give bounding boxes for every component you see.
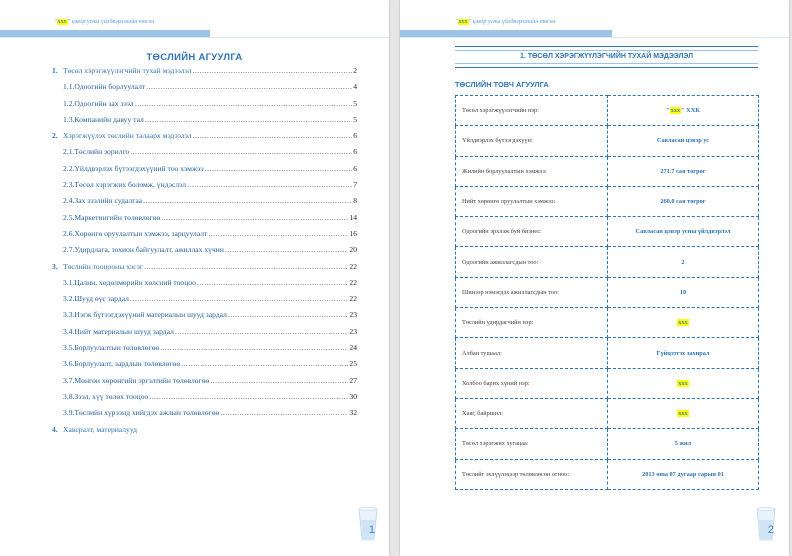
toc-entry-text: 3.3.Нэгж бүтээгдэхүүний материалын шууд зардал	[63, 310, 227, 320]
toc-entry-number: 3.	[52, 261, 58, 271]
toc-entry-page: 6	[353, 163, 357, 173]
summary-row	[456, 429, 759, 459]
page-header	[54, 19, 154, 25]
summary-row	[456, 247, 759, 277]
value-text: 5 жил	[674, 440, 692, 448]
toc-entry-page: 4	[353, 82, 357, 92]
toc-entry[interactable]	[52, 408, 357, 424]
summary-label: Нийт хөрөнгө оруулалтын хэмжээ:	[456, 186, 608, 216]
toc-entry-text: 2.4.Зах зээлийн судалгаа	[63, 196, 143, 206]
section-heading: 1. ТӨСӨЛ ХЭРЭГЖҮҮЛЭГЧИЙН ТУХАЙ МЭДЭЭЛЭЛ	[455, 50, 758, 64]
value-text: 2013 оны 07 дугаар сарын 01	[642, 470, 724, 478]
toc-entry-page: 22	[349, 261, 357, 271]
summary-row	[456, 368, 759, 398]
toc-entry[interactable]	[52, 376, 357, 392]
toc-entry-page: 8	[353, 196, 357, 206]
value-text: 271.7 сая төгрөг	[660, 167, 706, 175]
summary-label: Төсөл хэрэгжүүлэгчийн нэр:	[456, 96, 608, 126]
toc-entry-text: 2.5.Маркетингийн төлөвлөгөө	[63, 212, 161, 222]
toc-entry-page: 24	[349, 343, 357, 353]
toc-leader-dots	[135, 99, 353, 108]
toc-entry-text: 3.2.Шууд өүс зардал	[63, 294, 129, 304]
toc-leader-dots	[220, 408, 348, 417]
toc-entry-text: Хавсралт, материалууд	[63, 424, 138, 434]
summary-label: Төсөл хэрэгжих хугацаа:	[456, 429, 608, 459]
toc-entry[interactable]	[52, 262, 357, 278]
toc-leader-dots	[197, 278, 349, 287]
value-text: 2	[681, 258, 685, 266]
value-highlight: ххх	[670, 107, 681, 115]
header-quote-close: "	[468, 19, 472, 25]
toc-leader-dots	[181, 359, 348, 368]
summary-value	[608, 247, 759, 277]
toc-entry-text: 2.6.Хөрөнгө оруулалтын хэмжээ, зарцуулалт	[63, 228, 208, 238]
toc-entry[interactable]	[52, 66, 357, 82]
section-heading-box	[455, 46, 758, 68]
toc-entry[interactable]	[52, 180, 357, 196]
summary-row	[456, 308, 759, 338]
summary-label: Хаяг, байршил:	[456, 398, 608, 428]
toc-entry-page: 23	[349, 326, 357, 336]
summary-label: Холбоо барих хүний нэр:	[456, 368, 608, 398]
summary-row	[456, 459, 759, 489]
header-rule	[400, 37, 789, 38]
summary-value	[608, 126, 759, 156]
toc-entry-page: 27	[349, 375, 357, 385]
value-highlight: ххх	[678, 410, 688, 418]
summary-label: Үйлдвэрлэх бүтээгдэхүүн:	[456, 126, 608, 156]
toc-entry[interactable]	[52, 294, 357, 310]
toc-leader-dots	[208, 229, 348, 238]
summary-label: Одоогийн ажиллагсдын тоо:	[456, 247, 608, 277]
toc-entry-text: 2.7.Удирдлага, зохион байгуулалт, ажиллах хүчин	[63, 245, 224, 255]
toc-entry-page: 22	[349, 277, 357, 287]
header-text: цэвэр усны үйлдвэрлэлийн төсөл	[70, 19, 155, 25]
value-text: ХХК	[686, 107, 700, 115]
toc-entry-page: 5	[353, 98, 357, 108]
toc-entry[interactable]	[52, 131, 357, 147]
toc-entry-text: 1.2.Одоогийн зах зээл	[63, 98, 134, 108]
toc-entry-text: Төслийн тооцооны хэсэг	[63, 261, 144, 271]
summary-row	[456, 126, 759, 156]
toc-leader-dots	[161, 213, 348, 222]
page-header	[455, 19, 555, 25]
toc-entry-page: 5	[353, 114, 357, 124]
summary-value	[608, 429, 759, 459]
summary-row	[456, 277, 759, 307]
toc-leader-dots	[145, 115, 352, 124]
toc-entry[interactable]	[52, 229, 357, 245]
toc-entry-text: Хэрэгжүүлэх төслийн талаарх мэдээлэл	[63, 131, 192, 141]
toc-entry-page: 20	[349, 245, 357, 255]
toc-entry[interactable]	[52, 99, 357, 115]
toc-entry-number: 2.	[52, 131, 58, 141]
document-page-2	[400, 0, 789, 556]
summary-row	[456, 338, 759, 368]
toc-title: ТӨСЛИЙН АГУУЛГА	[146, 52, 243, 63]
header-quote-close: "	[67, 19, 71, 25]
toc-entry-page: 30	[349, 391, 357, 401]
toc-entry-text: 3.7.Мөнгөн хөрөнгийн эргэлтийн төлөвлөгөө	[63, 375, 210, 385]
toc-entry-page: 2	[353, 66, 357, 75]
summary-row	[456, 156, 759, 186]
toc-leader-dots	[130, 294, 348, 303]
summary-title: ТӨСЛИЙН ТОВЧ АГУУЛГА	[455, 80, 549, 89]
summary-row	[456, 217, 759, 247]
header-highlight: ххх	[57, 19, 67, 25]
header-text: цэвэр усны үйлдвэрлэлийн төсөл	[471, 19, 556, 25]
summary-value	[608, 156, 759, 186]
summary-value	[608, 368, 759, 398]
toc-leader-dots	[149, 392, 348, 401]
summary-value	[608, 96, 759, 126]
toc-entry-page: 14	[349, 212, 357, 222]
header-bar	[0, 30, 210, 37]
toc-entry-page: 16	[349, 228, 357, 238]
toc-leader-dots	[130, 147, 352, 156]
header-rule	[0, 37, 389, 38]
toc-leader-dots	[225, 245, 348, 254]
toc-entry-number: 1.	[52, 66, 58, 75]
summary-label: Төслийг эхлүүлэхээр төлөвлөсөн огноо:	[456, 459, 608, 489]
value-text: Савласан цэвэр усны үйлдвэрлэл	[635, 228, 731, 236]
summary-value	[608, 217, 759, 247]
value-quote-open: "	[666, 107, 670, 115]
toc-entry-text: 3.5.Борлуулалтын төлөвлөгөө	[63, 343, 160, 353]
toc-entry[interactable]	[52, 245, 357, 261]
summary-value	[608, 338, 759, 368]
toc-entry-number: 4.	[52, 424, 58, 434]
toc-leader-dots	[210, 376, 348, 385]
value-highlight: ххх	[678, 319, 688, 327]
summary-label: Төслийн удирдагчийн нэр:	[456, 308, 608, 338]
toc-leader-dots	[175, 327, 349, 336]
toc-leader-dots	[143, 196, 352, 205]
toc-entry-text: 1.3.Компанийн давуу тал	[63, 114, 144, 124]
summary-label: Одоогийн эрхлэж буй бизнес:	[456, 217, 608, 247]
page-number: 2	[767, 524, 774, 536]
header-quote-open: "	[455, 19, 458, 25]
toc-entry[interactable]	[52, 147, 357, 163]
header-bar	[400, 30, 612, 37]
toc-entry[interactable]	[52, 115, 357, 131]
value-text: Гүйцэтгэх захирал	[656, 349, 710, 357]
toc-entry-text: 3.6.Борлуулалт, зардлын төлөвлөгөө	[63, 359, 181, 369]
toc-entry-text: 3.4.Нийт материалын шууд зардал	[63, 326, 174, 336]
toc-leader-dots	[146, 82, 352, 91]
summary-value	[608, 186, 759, 216]
summary-value	[608, 277, 759, 307]
value-quote-close: "	[681, 107, 687, 115]
toc-leader-dots	[228, 310, 348, 319]
toc-leader-dots	[144, 262, 348, 271]
toc-entry[interactable]	[52, 213, 357, 229]
toc-entry[interactable]	[52, 425, 357, 441]
summary-value	[608, 459, 759, 489]
toc-entry[interactable]	[52, 359, 357, 375]
toc-entry-page: 22	[349, 294, 357, 304]
toc-entry[interactable]	[52, 82, 357, 98]
value-text: 10	[679, 288, 687, 296]
toc-entry[interactable]	[52, 164, 357, 180]
toc-entry[interactable]	[52, 392, 357, 408]
toc-entry-page: 25	[349, 359, 357, 369]
document-page-1	[0, 0, 389, 556]
summary-row	[456, 398, 759, 428]
value-text: Савласан цэвэр ус	[656, 137, 710, 145]
value-highlight: ххх	[678, 379, 688, 387]
summary-value	[608, 308, 759, 338]
toc-entry-text: 2.3.Төсөл хэрэгжих боломж, үндэслэл	[63, 180, 187, 190]
summary-label: Жилийн борлуулалтын хэмжээ:	[456, 156, 608, 186]
toc-entry-page: 7	[353, 180, 357, 190]
summary-row	[456, 186, 759, 216]
summary-label: Албан тушаал:	[456, 338, 608, 368]
toc-entry[interactable]	[52, 278, 357, 294]
summary-row	[456, 96, 759, 126]
toc-entry[interactable]	[52, 343, 357, 359]
toc-entry-text: 2.2.Үйлдвэрлэх бүтээгдэхүүний тоо хэмжээ	[63, 163, 204, 173]
toc-leader-dots	[192, 66, 352, 75]
toc-entry-page: 32	[349, 408, 357, 418]
value-text: 260,0 сая төгрөг	[660, 198, 706, 206]
toc-list	[52, 66, 357, 441]
toc-entry-text: 3.9.Төслийн хүрээнд хийгдэх ажлын төлөвлөгөө	[63, 408, 220, 418]
toc-entry-page: 6	[353, 147, 357, 157]
toc-entry[interactable]	[52, 196, 357, 212]
toc-leader-dots	[187, 180, 352, 189]
toc-entry-page: 23	[349, 310, 357, 320]
toc-entry[interactable]	[52, 327, 357, 343]
toc-leader-dots	[193, 131, 353, 140]
summary-label: Шинээр нэмэгдэх ажиллагсдын тоо:	[456, 277, 608, 307]
toc-entry-page: 6	[353, 131, 357, 141]
header-highlight: ххх	[458, 19, 468, 25]
toc-leader-dots	[205, 164, 353, 173]
page-number: 1	[368, 524, 375, 536]
header-quote-open: "	[54, 19, 57, 25]
toc-entry[interactable]	[52, 310, 357, 326]
toc-entry-text: 3.1.Цалин, хөдөлмөрийн хөлсний тооцоо	[63, 277, 196, 287]
toc-leader-dots	[160, 343, 348, 352]
toc-entry-text: 2.1.Төслийн зорилго	[63, 147, 130, 157]
toc-entry-text: Төсөл хэрэгжүүлэгчийн тухай мэдээлэл	[63, 66, 192, 75]
summary-table	[455, 95, 759, 490]
toc-entry-text: 3.8.Зээл, хүү төлөх тооцоо	[63, 391, 149, 401]
toc-entry-text: 1.1.Одоогийн борлуулалт	[63, 82, 146, 92]
summary-value	[608, 398, 759, 428]
